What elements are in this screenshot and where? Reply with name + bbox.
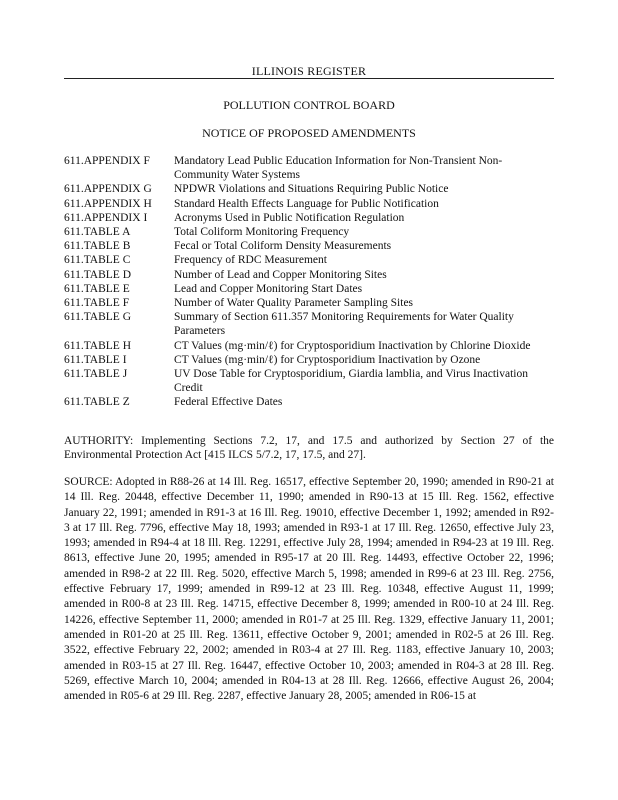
toc-row [64,296,554,310]
register-title: ILLINOIS REGISTER [251,64,367,78]
toc-row [64,197,554,211]
toc-row [64,282,554,296]
toc-title: Summary of Section 611.357 Monitoring Requirements for Water Quality Parameters [174,311,514,338]
toc-title: NPDWR Violations and Situations Requiring Public Notice [174,183,449,196]
toc-code: 611.TABLE C [64,254,131,267]
toc-code: 611.TABLE J [64,368,128,381]
table-of-contents [64,154,554,410]
toc-title: CT Values (mg·min/ℓ) for Cryptosporidium Inactivation by Ozone [174,353,481,366]
toc-title: Frequency of RDC Measurement [174,254,327,267]
toc-row [64,310,554,338]
toc-code: 611.APPENDIX G [64,183,152,196]
toc-code: 611.TABLE D [64,268,132,281]
toc-code: 611.TABLE I [64,353,127,366]
header-rule [64,78,554,79]
toc-title: Total Coliform Monitoring Frequency [174,226,350,239]
toc-title: Number of Lead and Copper Monitoring Sites [174,268,387,281]
toc-code: 611.TABLE Z [64,396,130,409]
agency-name: POLLUTION CONTROL BOARD [223,98,395,112]
toc-code: 611.TABLE E [64,282,130,295]
toc-row [64,268,554,282]
toc-title: Number of Water Quality Parameter Sampling Sites [174,297,414,310]
toc-row [64,225,554,239]
toc-title: Mandatory Lead Public Education Information for Non-Transient Non-Community Water Systems [174,155,503,182]
toc-row [64,253,554,267]
toc-title: CT Values (mg·min/ℓ) for Cryptosporidium Inactivation by Chlorine Dioxide [174,339,531,352]
toc-code: 611.APPENDIX H [64,197,152,210]
toc-row [64,211,554,225]
toc-code: 611.APPENDIX I [64,211,148,224]
toc-code: 611.TABLE F [64,297,130,310]
toc-title: Fecal or Total Coliform Density Measurements [174,240,392,253]
toc-code: 611.TABLE G [64,311,132,324]
toc-code: 611.TABLE B [64,240,131,253]
toc-title: Acronyms Used in Public Notification Regulation [174,211,405,224]
toc-row [64,182,554,196]
notice-heading: NOTICE OF PROPOSED AMENDMENTS [202,126,416,140]
toc-row [64,395,554,409]
toc-code: 611.TABLE H [64,339,132,352]
toc-code: 611.APPENDIX F [64,155,150,167]
source-paragraph: SOURCE: Adopted in R88-26 at 14 Ill. Reg. 16517, effective September 20, 1990; amended in R90-21 at 14 Ill. Reg. 20448, effective December 11, 1990; amended in R90-13 at 15 Ill. Reg. 1562, effective January 22, 1991; amended in R91-3 at 16 Ill. Reg. 19010, effective December 1, 1992; amended in R92-3 at 17 Ill. Reg. 7796, effective May 18, 1993; amended in R93-1 at 17 Ill. Reg. 12650, effective July 23, 1993; amended in R94-4 at 18 Ill. Reg. 12291, effective July 28, 1994; amended in R94-23 at 19 Ill. Reg. 8613, effective June 20, 1995; amended in R95-17 at 20 Ill. Reg. 14493, effective October 22, 1996; amended in R98-2 at 22 Ill. Reg. 5020, effective March 5, 1998; amended in R99-6 at 23 Ill. Reg. 2756, effective February 17, 1999; amended in R99-12 at 23 Ill. Reg. 10348, effective August 11, 1999; amended in R00-8 at 23 Ill. Reg. 14715, effective December 8, 1999; amended in R00-10 at 24 Ill. Reg. 14226, effective September 11, 2000; amended in R01-7 at 25 Ill. Reg. 1329, effective January 11, 2001; amended in R01-20 at 25 Ill. Reg. 13611, effective October 9, 2001; amended in R02-5 at 26 Ill. Reg. 3522, effective February 22, 2002; amended in R03-4 at 27 Ill. Reg. 1183, effective January 10, 2003; amended in R03-15 at 27 Ill. Reg. 16447, effective October 10, 2003; amended in R04-3 at 28 Ill. Reg. 5269, effective March 10, 2004; amended in R04-13 at 28 Ill. Reg. 12666, effective August 26, 2004; amended in R05-6 at 29 Ill. Reg. 2287, effective January 28, 2005; amended in R06-15 at [64,476,554,703]
toc-row [64,339,554,353]
authority-paragraph: AUTHORITY: Implementing Sections 7.2, 17, and 17.5 and authorized by Section 27 of the Environmental Protection Act [415 ILCS 5/7.2, 17, 17.5, and 27]. [64,435,554,462]
toc-code: 611.TABLE A [64,226,131,239]
toc-title: Standard Health Effects Language for Public Notification [174,197,439,210]
toc-title: Federal Effective Dates [174,396,283,409]
toc-title: Lead and Copper Monitoring Start Dates [174,282,363,295]
toc-title: UV Dose Table for Cryptosporidium, Giardia lamblia, and Virus Inactivation Credit [174,368,528,395]
toc-row [64,367,554,395]
toc-row [64,353,554,367]
toc-row [64,239,554,253]
toc-row [64,154,554,182]
